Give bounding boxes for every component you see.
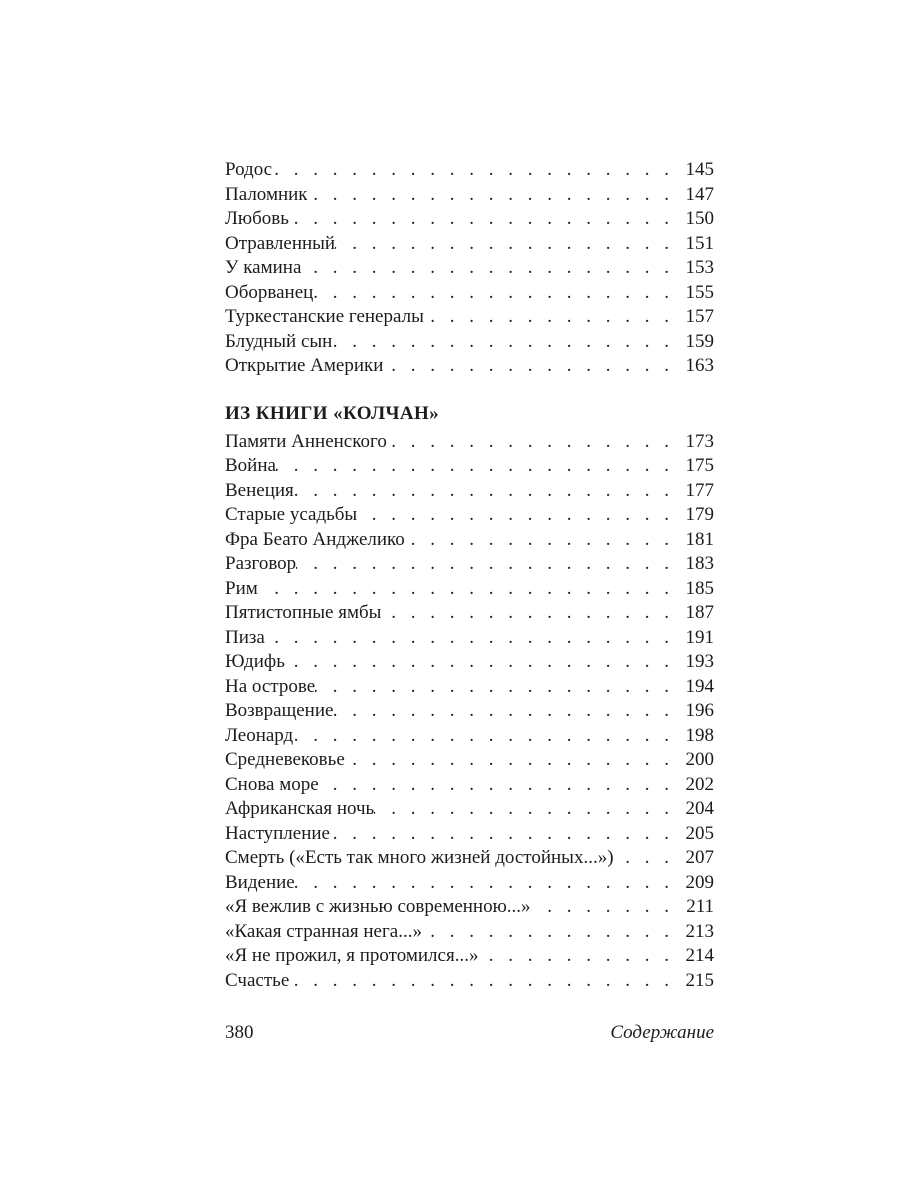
toc-entry-title: Счастье — [225, 969, 290, 991]
toc-entry — [225, 822, 714, 847]
toc-entry — [225, 920, 714, 945]
toc-entry — [225, 503, 714, 528]
table-of-contents — [225, 158, 714, 993]
toc-entry — [225, 256, 714, 281]
toc-entry — [225, 183, 714, 208]
toc-entry-title: Туркестанские генералы — [225, 306, 424, 327]
dot-leader — [383, 354, 678, 379]
toc-entry — [225, 479, 714, 504]
toc-entry-title: На острове — [225, 675, 316, 697]
toc-entry-page-number: 175 — [685, 455, 714, 476]
toc-entry — [225, 207, 714, 232]
toc-entry-title: У камина — [225, 257, 302, 278]
toc-entry-page-number: 187 — [685, 602, 714, 623]
toc-entry-title: Возвращение — [225, 700, 334, 721]
toc-entry — [225, 650, 714, 675]
toc-entry-page-number: 207 — [685, 847, 714, 868]
toc-entry — [225, 748, 714, 773]
toc-entry-page-number: 173 — [685, 430, 714, 452]
toc-entry-page-number: 213 — [685, 920, 714, 942]
toc-entry-page-number: 147 — [685, 183, 714, 205]
toc-entry-page-number: 181 — [685, 528, 714, 550]
dot-leader — [478, 944, 678, 969]
toc-entry-page-number: 177 — [685, 479, 714, 501]
toc-entry-page-number: 194 — [685, 675, 714, 697]
toc-entry-title: Снова море — [225, 773, 319, 795]
toc-entry — [225, 773, 714, 798]
dot-leader — [387, 430, 678, 455]
dot-leader — [405, 528, 678, 553]
toc-entry-page-number: 151 — [685, 232, 714, 254]
toc-entry — [225, 846, 714, 871]
toc-entry — [225, 577, 714, 602]
toc-entry — [225, 158, 714, 183]
toc-entry — [225, 601, 714, 626]
toc-entry-page-number: 198 — [685, 724, 714, 746]
dot-leader — [265, 626, 678, 651]
dot-leader — [295, 871, 678, 896]
toc-entry-page-number: 215 — [685, 969, 714, 991]
toc-entry — [225, 552, 714, 577]
toc-entry-title: Леонард — [225, 724, 294, 746]
toc-entry-title: Открытие Америки — [225, 355, 384, 376]
dot-leader — [614, 846, 678, 871]
toc-entry-page-number: 179 — [685, 504, 714, 525]
toc-entry-title: Наступление — [225, 822, 330, 844]
dot-leader — [422, 920, 678, 945]
toc-entry-title: Родос — [225, 159, 273, 180]
toc-entry-title: Блудный сын — [225, 330, 333, 352]
toc-entry-page-number: 196 — [685, 700, 714, 721]
dot-leader — [276, 454, 678, 479]
dot-leader — [315, 675, 678, 700]
toc-entry-title: Памяти Анненского — [225, 430, 387, 452]
toc-entry-page-number: 193 — [685, 651, 714, 672]
dot-leader — [424, 305, 678, 330]
toc-entry-title: Юдифь — [225, 651, 285, 672]
dot-leader — [296, 552, 678, 577]
toc-entry-page-number: 205 — [685, 822, 714, 844]
toc-entry — [225, 969, 714, 994]
toc-entry-page-number: 185 — [685, 577, 714, 599]
toc-entry — [225, 354, 714, 379]
toc-entry-page-number: 150 — [685, 208, 714, 229]
toc-entry-title: Старые усадьбы — [225, 504, 358, 525]
dot-leader — [357, 503, 678, 528]
dot-leader — [285, 650, 678, 675]
toc-entry — [225, 699, 714, 724]
toc-entry-page-number: 202 — [685, 773, 714, 795]
toc-entry-title: Африканская ночь — [225, 798, 375, 819]
dot-leader — [272, 158, 678, 183]
dot-leader — [345, 748, 678, 773]
toc-entry — [225, 281, 714, 306]
toc-entry-page-number: 163 — [685, 355, 714, 376]
dot-leader — [374, 797, 678, 822]
toc-entry-page-number: 211 — [686, 896, 714, 917]
dot-leader — [301, 256, 678, 281]
toc-entry-page-number: 214 — [685, 945, 714, 966]
toc-entry-title: Венеция — [225, 479, 294, 501]
toc-entry-title: Смерть («Есть так много жизней достойных...») — [225, 847, 614, 868]
toc-entry-page-number: 159 — [685, 330, 714, 352]
toc-entry-title: Средневековье — [225, 749, 345, 770]
toc-entry-title: Разговор — [225, 553, 297, 574]
dot-leader — [319, 773, 678, 798]
dot-leader — [289, 207, 678, 232]
toc-entry — [225, 330, 714, 355]
running-title: Содержание — [610, 1022, 714, 1043]
toc-entry-title: «Какая странная нега...» — [225, 920, 422, 942]
toc-entry — [225, 797, 714, 822]
toc-entry-page-number: 153 — [685, 257, 714, 278]
dot-leader — [308, 183, 678, 208]
toc-entry-page-number: 145 — [685, 159, 714, 180]
dot-leader — [293, 724, 678, 749]
dot-leader — [332, 330, 678, 355]
toc-entry — [225, 232, 714, 257]
dot-leader — [330, 822, 678, 847]
toc-entry — [225, 675, 714, 700]
toc-entry-page-number: 191 — [685, 626, 714, 648]
toc-entry — [225, 724, 714, 749]
toc-entry-page-number: 155 — [685, 281, 714, 303]
toc-entry — [225, 430, 714, 455]
toc-entry-title: Рим — [225, 577, 258, 599]
dot-leader — [313, 281, 678, 306]
toc-entry — [225, 528, 714, 553]
toc-section-header: ИЗ КНИГИ «КОЛЧАН» — [225, 402, 440, 424]
toc-entry-title: Пиза — [225, 626, 265, 648]
toc-entry-title: Любовь — [225, 208, 289, 229]
page-footer — [225, 1021, 714, 1045]
toc-entry-title: Пятистопные ямбы — [225, 602, 382, 623]
dot-leader — [335, 232, 678, 257]
dot-leader — [294, 479, 678, 504]
toc-entry — [225, 871, 714, 896]
dot-leader — [289, 969, 678, 994]
toc-entry-title: «Я вежлив с жизнью современною...» — [225, 896, 531, 917]
toc-entry-page-number: 209 — [685, 871, 714, 893]
toc-entry-title: Оборванец — [225, 281, 314, 303]
toc-entry-page-number: 200 — [685, 749, 714, 770]
dot-leader — [381, 601, 678, 626]
toc-entry — [225, 626, 714, 651]
toc-entry-page-number: 157 — [685, 306, 714, 327]
dot-leader — [258, 577, 678, 602]
folio-page-number: 380 — [225, 1022, 254, 1043]
toc-entry-title: Фра Беато Анджелико — [225, 528, 405, 550]
toc-entry-title: Паломник — [225, 183, 308, 205]
toc-entry-title: Война — [225, 455, 276, 476]
toc-entry-page-number: 204 — [685, 798, 714, 819]
toc-entry-title: «Я не прожил, я протомился...» — [225, 945, 479, 966]
toc-entry-title: Видение — [225, 871, 295, 893]
toc-entry — [225, 944, 714, 969]
toc-entry-title: Отравленный — [225, 232, 336, 254]
dot-leader — [333, 699, 678, 724]
toc-entry — [225, 454, 714, 479]
toc-entry-page-number: 183 — [685, 553, 714, 574]
dot-leader — [531, 895, 678, 920]
toc-entry — [225, 895, 714, 920]
toc-entry — [225, 305, 714, 330]
